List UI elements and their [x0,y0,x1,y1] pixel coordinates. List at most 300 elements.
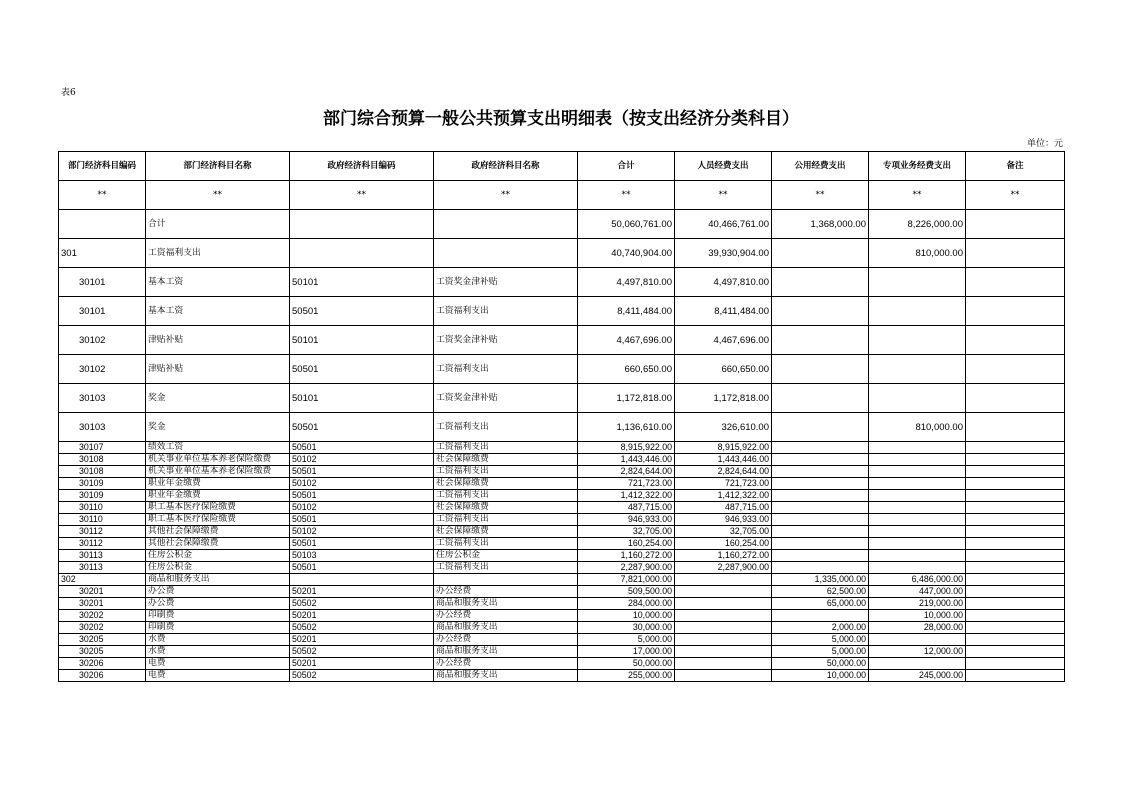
personnel-cell [675,610,772,622]
gov-name-cell: 社会保障缴费 [434,454,578,466]
table-row [59,384,1065,413]
gov-name-cell: 商品和服务支出 [434,646,578,658]
column-header: 部门经济科目编码 [59,152,146,181]
dept-name-cell: 津贴补贴 [146,355,290,384]
dept-code-cell: 302 [59,574,146,586]
total-cell: 50,060,761.00 [578,210,675,239]
special-cell [869,658,966,670]
table-row [59,490,1065,502]
note-cell [966,466,1065,478]
dept-code-cell: 30205 [59,634,146,646]
personnel-cell: 39,930,904.00 [675,239,772,268]
personnel-cell: 326,610.00 [675,413,772,442]
dept-name-cell: 印刷费 [146,610,290,622]
table-row [59,442,1065,454]
budget-table [58,151,1065,682]
table-row [59,239,1065,268]
special-cell [869,442,966,454]
dept-code-cell: 30103 [59,413,146,442]
personnel-cell [675,634,772,646]
note-cell [966,562,1065,574]
dept-code-cell: 30110 [59,514,146,526]
personnel-cell [675,622,772,634]
personnel-cell: 8,411,484.00 [675,297,772,326]
dept-name-cell: 其他社会保障缴费 [146,526,290,538]
dept-code-cell: 30107 [59,442,146,454]
dept-code-cell: 30201 [59,598,146,610]
dept-code-cell: 30102 [59,326,146,355]
public-cell [772,478,869,490]
total-cell: 40,740,904.00 [578,239,675,268]
gov-name-cell: 工资福利支出 [434,514,578,526]
gov-name-cell: 商品和服务支出 [434,598,578,610]
total-cell: 487,715.00 [578,502,675,514]
dept-code-cell: 30109 [59,490,146,502]
table-row [59,514,1065,526]
dept-code-cell [59,210,146,239]
note-cell [966,502,1065,514]
marker-cell: ** [578,181,675,210]
table-row [59,538,1065,550]
gov-name-cell: 社会保障缴费 [434,526,578,538]
note-cell [966,239,1065,268]
gov-name-cell [434,239,578,268]
gov-code-cell: 50501 [290,514,434,526]
public-cell [772,490,869,502]
total-cell: 50,000.00 [578,658,675,670]
total-cell: 1,443,446.00 [578,454,675,466]
note-cell [966,646,1065,658]
dept-code-cell: 30113 [59,550,146,562]
note-cell [966,442,1065,454]
note-cell [966,538,1065,550]
gov-code-cell [290,239,434,268]
marker-cell: ** [966,181,1065,210]
dept-name-cell: 工资福利支出 [146,239,290,268]
personnel-cell: 1,160,272.00 [675,550,772,562]
gov-code-cell: 50501 [290,538,434,550]
special-cell: 219,000.00 [869,598,966,610]
dept-code-cell: 30109 [59,478,146,490]
total-cell: 1,136,610.00 [578,413,675,442]
gov-name-cell: 住房公积金 [434,550,578,562]
personnel-cell [675,598,772,610]
dept-name-cell: 职工基本医疗保险缴费 [146,514,290,526]
special-cell [869,326,966,355]
note-cell [966,514,1065,526]
dept-name-cell: 奖金 [146,413,290,442]
column-header: 政府经济科目名称 [434,152,578,181]
total-cell: 1,412,322.00 [578,490,675,502]
dept-name-cell: 商品和服务支出 [146,574,290,586]
personnel-cell: 1,412,322.00 [675,490,772,502]
public-cell [772,502,869,514]
total-cell: 160,254.00 [578,538,675,550]
dept-name-cell: 其他社会保障缴费 [146,538,290,550]
public-cell [772,297,869,326]
table-row [59,562,1065,574]
table-row [59,670,1065,682]
gov-name-cell: 商品和服务支出 [434,670,578,682]
public-cell: 1,335,000.00 [772,574,869,586]
dept-name-cell: 水费 [146,634,290,646]
personnel-cell: 487,715.00 [675,502,772,514]
personnel-cell [675,574,772,586]
personnel-cell: 8,915,922.00 [675,442,772,454]
public-cell [772,514,869,526]
marker-cell: ** [675,181,772,210]
dept-code-cell: 30201 [59,586,146,598]
total-cell: 284,000.00 [578,598,675,610]
table-row [59,268,1065,297]
gov-name-cell [434,210,578,239]
column-header: 合计 [578,152,675,181]
public-cell [772,326,869,355]
special-cell [869,634,966,646]
personnel-cell [675,586,772,598]
personnel-cell: 32,705.00 [675,526,772,538]
special-cell [869,297,966,326]
public-cell [772,538,869,550]
total-cell: 17,000.00 [578,646,675,658]
gov-code-cell: 50201 [290,658,434,670]
special-cell [869,355,966,384]
total-cell: 1,160,272.00 [578,550,675,562]
special-cell: 810,000.00 [869,239,966,268]
special-cell: 810,000.00 [869,413,966,442]
gov-code-cell: 50501 [290,466,434,478]
special-cell [869,550,966,562]
public-cell [772,355,869,384]
public-cell: 1,368,000.00 [772,210,869,239]
gov-name-cell: 社会保障缴费 [434,478,578,490]
header-row [59,152,1065,181]
special-cell: 447,000.00 [869,586,966,598]
note-cell [966,598,1065,610]
table-row [59,658,1065,670]
dept-name-cell: 绩效工资 [146,442,290,454]
dept-name-cell: 办公费 [146,586,290,598]
total-cell: 4,467,696.00 [578,326,675,355]
gov-code-cell: 50501 [290,413,434,442]
public-cell: 10,000.00 [772,670,869,682]
total-cell: 8,411,484.00 [578,297,675,326]
dept-name-cell: 奖金 [146,384,290,413]
dept-code-cell: 30205 [59,646,146,658]
personnel-cell: 4,497,810.00 [675,268,772,297]
personnel-cell [675,658,772,670]
special-cell [869,466,966,478]
column-header: 人员经费支出 [675,152,772,181]
gov-name-cell [434,574,578,586]
note-cell [966,490,1065,502]
dept-code-cell: 30202 [59,622,146,634]
special-cell [869,538,966,550]
gov-name-cell: 工资福利支出 [434,490,578,502]
note-cell [966,658,1065,670]
gov-code-cell: 50501 [290,490,434,502]
unit-label: 单位：元 [1026,139,1063,149]
table-row [59,610,1065,622]
note-cell [966,326,1065,355]
dept-name-cell: 水费 [146,646,290,658]
note-cell [966,586,1065,598]
dept-name-cell: 电费 [146,658,290,670]
marker-row [59,181,1065,210]
special-cell [869,454,966,466]
marker-cell: ** [434,181,578,210]
table-row [59,210,1065,239]
public-cell: 65,000.00 [772,598,869,610]
gov-name-cell: 工资奖金津补贴 [434,268,578,297]
total-cell: 660,650.00 [578,355,675,384]
table-row [59,466,1065,478]
note-cell [966,670,1065,682]
dept-code-cell: 30101 [59,297,146,326]
table-row [59,586,1065,598]
public-cell: 50,000.00 [772,658,869,670]
gov-code-cell: 50501 [290,297,434,326]
gov-name-cell: 办公经费 [434,586,578,598]
note-cell [966,454,1065,466]
note-cell [966,355,1065,384]
note-cell [966,478,1065,490]
gov-code-cell: 50502 [290,670,434,682]
gov-code-cell: 50502 [290,598,434,610]
gov-name-cell: 工资奖金津补贴 [434,326,578,355]
gov-code-cell: 50102 [290,478,434,490]
column-header: 公用经费支出 [772,152,869,181]
gov-name-cell: 工资福利支出 [434,297,578,326]
note-cell [966,210,1065,239]
gov-name-cell: 工资福利支出 [434,538,578,550]
total-cell: 4,497,810.00 [578,268,675,297]
dept-name-cell: 职业年金缴费 [146,478,290,490]
column-header: 政府经济科目编码 [290,152,434,181]
gov-name-cell: 社会保障缴费 [434,502,578,514]
dept-name-cell: 职工基本医疗保险缴费 [146,502,290,514]
dept-name-cell: 电费 [146,670,290,682]
personnel-cell: 1,443,446.00 [675,454,772,466]
dept-name-cell: 职业年金缴费 [146,490,290,502]
gov-code-cell: 50102 [290,526,434,538]
gov-code-cell [290,210,434,239]
gov-code-cell: 50502 [290,622,434,634]
note-cell [966,268,1065,297]
gov-name-cell: 工资奖金津补贴 [434,384,578,413]
dept-name-cell: 基本工资 [146,297,290,326]
table-row [59,598,1065,610]
column-header: 备注 [966,152,1065,181]
gov-code-cell: 50201 [290,610,434,622]
dept-name-cell: 办公费 [146,598,290,610]
marker-cell: ** [290,181,434,210]
note-cell [966,550,1065,562]
public-cell [772,268,869,297]
dept-code-cell: 30102 [59,355,146,384]
table-row [59,550,1065,562]
special-cell: 28,000.00 [869,622,966,634]
total-cell: 946,933.00 [578,514,675,526]
personnel-cell: 2,824,644.00 [675,466,772,478]
marker-cell: ** [772,181,869,210]
gov-code-cell [290,574,434,586]
public-cell: 5,000.00 [772,646,869,658]
special-cell [869,268,966,297]
note-cell [966,413,1065,442]
gov-code-cell: 50103 [290,550,434,562]
total-cell: 30,000.00 [578,622,675,634]
gov-name-cell: 办公经费 [434,658,578,670]
public-cell: 62,500.00 [772,586,869,598]
marker-cell: ** [59,181,146,210]
gov-code-cell: 50502 [290,646,434,658]
personnel-cell: 721,723.00 [675,478,772,490]
special-cell: 6,486,000.00 [869,574,966,586]
gov-name-cell: 工资福利支出 [434,466,578,478]
public-cell: 5,000.00 [772,634,869,646]
dept-name-cell: 机关事业单位基本养老保险缴费 [146,466,290,478]
public-cell: 2,000.00 [772,622,869,634]
personnel-cell [675,646,772,658]
dept-name-cell: 印刷费 [146,622,290,634]
public-cell [772,562,869,574]
personnel-cell: 40,466,761.00 [675,210,772,239]
public-cell [772,384,869,413]
gov-name-cell: 办公经费 [434,610,578,622]
table-row [59,526,1065,538]
special-cell: 245,000.00 [869,670,966,682]
personnel-cell: 160,254.00 [675,538,772,550]
public-cell [772,413,869,442]
public-cell [772,442,869,454]
note-cell [966,526,1065,538]
gov-code-cell: 50201 [290,634,434,646]
table-row [59,574,1065,586]
dept-name-cell: 津贴补贴 [146,326,290,355]
total-cell: 8,915,922.00 [578,442,675,454]
dept-code-cell: 301 [59,239,146,268]
dept-name-cell: 住房公积金 [146,550,290,562]
gov-name-cell: 办公经费 [434,634,578,646]
gov-name-cell: 工资福利支出 [434,355,578,384]
gov-code-cell: 50101 [290,384,434,413]
public-cell [772,454,869,466]
total-cell: 5,000.00 [578,634,675,646]
gov-code-cell: 50501 [290,442,434,454]
dept-code-cell: 30206 [59,658,146,670]
gov-name-cell: 工资福利支出 [434,413,578,442]
table-row [59,622,1065,634]
total-cell: 2,824,644.00 [578,466,675,478]
table-row [59,478,1065,490]
dept-name-cell: 机关事业单位基本养老保险缴费 [146,454,290,466]
personnel-cell: 4,467,696.00 [675,326,772,355]
table-row [59,413,1065,442]
total-cell: 255,000.00 [578,670,675,682]
dept-code-cell: 30113 [59,562,146,574]
total-cell: 10,000.00 [578,610,675,622]
dept-name-cell: 基本工资 [146,268,290,297]
dept-code-cell: 30112 [59,538,146,550]
special-cell [869,526,966,538]
gov-code-cell: 50101 [290,326,434,355]
total-cell: 7,821,000.00 [578,574,675,586]
note-cell [966,297,1065,326]
dept-code-cell: 30103 [59,384,146,413]
table-row [59,326,1065,355]
public-cell [772,550,869,562]
special-cell [869,478,966,490]
personnel-cell: 660,650.00 [675,355,772,384]
table-number-label: 表6 [61,88,76,98]
dept-code-cell: 30108 [59,466,146,478]
page-title: 部门综合预算一般公共预算支出明细表（按支出经济分类科目） [323,109,799,129]
gov-code-cell: 50501 [290,355,434,384]
dept-code-cell: 30206 [59,670,146,682]
note-cell [966,634,1065,646]
table-row [59,454,1065,466]
table-row [59,502,1065,514]
special-cell [869,502,966,514]
dept-code-cell: 30101 [59,268,146,297]
total-cell: 32,705.00 [578,526,675,538]
gov-code-cell: 50102 [290,454,434,466]
personnel-cell [675,670,772,682]
special-cell: 8,226,000.00 [869,210,966,239]
table-row [59,355,1065,384]
public-cell [772,239,869,268]
marker-cell: ** [869,181,966,210]
special-cell [869,384,966,413]
personnel-cell: 2,287,900.00 [675,562,772,574]
dept-name-cell: 住房公积金 [146,562,290,574]
note-cell [966,574,1065,586]
note-cell [966,384,1065,413]
note-cell [966,610,1065,622]
public-cell [772,466,869,478]
special-cell: 12,000.00 [869,646,966,658]
column-header: 专项业务经费支出 [869,152,966,181]
gov-code-cell: 50501 [290,562,434,574]
table-row [59,634,1065,646]
dept-name-cell: 合计 [146,210,290,239]
gov-name-cell: 工资福利支出 [434,562,578,574]
gov-name-cell: 商品和服务支出 [434,622,578,634]
marker-cell: ** [146,181,290,210]
total-cell: 509,500.00 [578,586,675,598]
column-header: 部门经济科目名称 [146,152,290,181]
special-cell [869,490,966,502]
total-cell: 721,723.00 [578,478,675,490]
gov-name-cell: 工资福利支出 [434,442,578,454]
table-row [59,646,1065,658]
table-row [59,297,1065,326]
public-cell [772,526,869,538]
personnel-cell: 1,172,818.00 [675,384,772,413]
special-cell [869,562,966,574]
gov-code-cell: 50102 [290,502,434,514]
note-cell [966,622,1065,634]
dept-code-cell: 30202 [59,610,146,622]
total-cell: 1,172,818.00 [578,384,675,413]
special-cell [869,514,966,526]
personnel-cell: 946,933.00 [675,514,772,526]
total-cell: 2,287,900.00 [578,562,675,574]
dept-code-cell: 30108 [59,454,146,466]
gov-code-cell: 50101 [290,268,434,297]
dept-code-cell: 30110 [59,502,146,514]
